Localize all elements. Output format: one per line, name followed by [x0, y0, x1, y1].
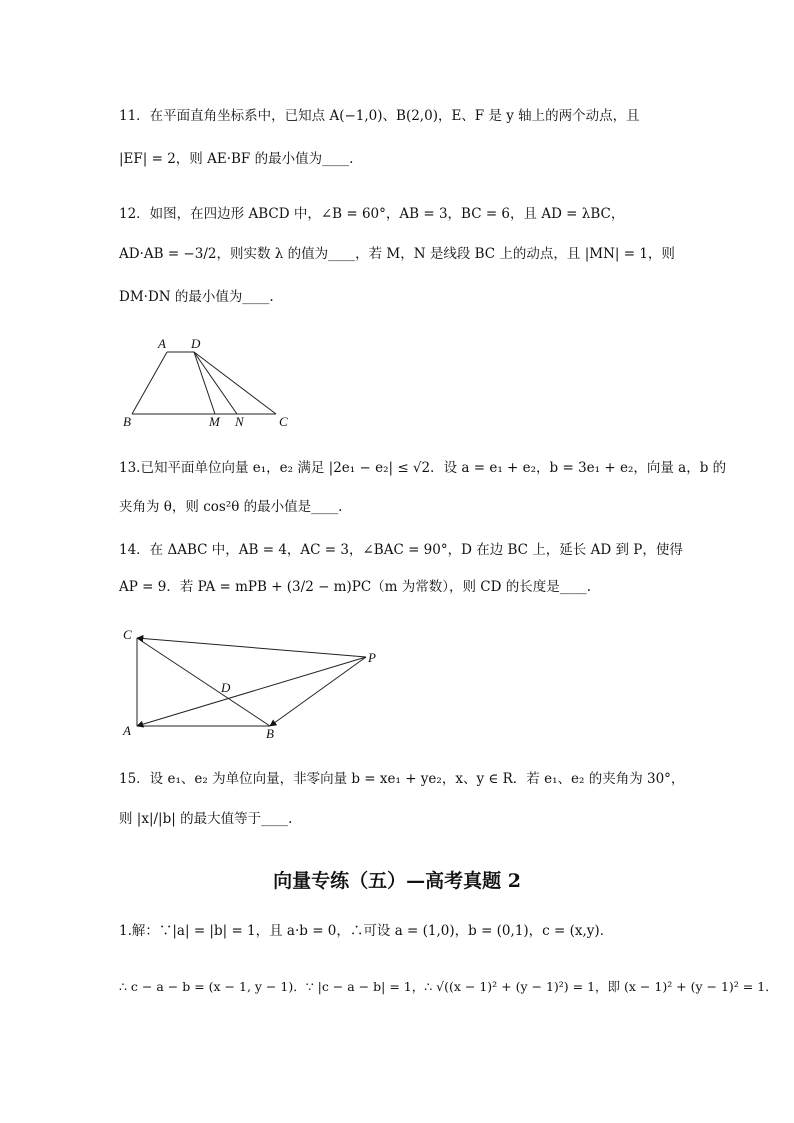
- problem-13-line-1: 13.已知平面单位向量 e₁，e₂ 满足 |2e₁ − e₂| ≤ √2．设 a = e₁ + e₂，b = 3e₁ + e₂，向量 a，b 的: [119, 460, 727, 476]
- problem-12-line-3: DM·DN 的最小值为____.: [119, 289, 274, 305]
- problem-11-line-2: |EF| = 2，则 AE·BF 的最小值为____.: [119, 151, 354, 167]
- label-D: D: [221, 680, 231, 695]
- problem-13-line-2: 夹角为 θ，则 cos²θ 的最小值是____.: [119, 499, 343, 515]
- label-N: N: [235, 414, 244, 429]
- problem-12-line-1: 12．如图，在四边形 ABCD 中，∠B = 60°，AB = 3，BC = 6，且 AD = λBC，: [119, 206, 625, 222]
- problem-14-line-2: AP = 9．若 PA = mPB + (3/2 − m)PC（m 为常数），则 CD 的长度是____.: [119, 579, 592, 595]
- problem-15-line-2: 则 |x|/|b| 的最大值等于____.: [119, 811, 293, 827]
- label-M: M: [209, 414, 220, 429]
- solution-line-2: ∴ c − a − b = (x − 1, y − 1)．∵ |c − a − b| = 1，∴ √((x − 1)² + (y − 1)²) = 1，即 (x − 1)² + (y − 1)² = 1．: [119, 979, 778, 994]
- problem-11-line-1: 11．在平面直角坐标系中，已知点 A(−1,0)、B(2,0)，E、F 是 y 轴上的两个动点，且: [119, 108, 640, 124]
- triangle-figure: [118, 622, 388, 744]
- label-D: D: [191, 336, 201, 351]
- label-B: B: [266, 726, 274, 741]
- label-P: P: [368, 650, 376, 665]
- label-A: A: [158, 336, 166, 351]
- solution-line-1: 1.解：∵|a| = |b| = 1，且 a·b = 0，∴可设 a = (1,0)，b = (0,1)，c = (x,y)．: [119, 923, 614, 939]
- label-C: C: [279, 414, 288, 429]
- label-C: C: [123, 627, 132, 642]
- problem-12-line-2: AD·AB = −3/2，则实数 λ 的值为____，若 M，N 是线段 BC 上的动点，且 |MN| = 1，则: [119, 246, 675, 262]
- quadrilateral-figure: [118, 332, 298, 432]
- problem-14-line-1: 14．在 ΔABC 中，AB = 4，AC = 3，∠BAC = 90°，D 在边 BC 上，延长 AD 到 P，使得: [119, 542, 683, 558]
- problem-15-line-1: 15．设 e₁、e₂ 为单位向量，非零向量 b = xe₁ + ye₂，x、y ∈ R．若 e₁、e₂ 的夹角为 30°，: [119, 771, 685, 787]
- section-title: 向量专练（五）—高考真题 2: [273, 870, 521, 892]
- label-B: B: [123, 414, 131, 429]
- label-A: A: [123, 723, 131, 738]
